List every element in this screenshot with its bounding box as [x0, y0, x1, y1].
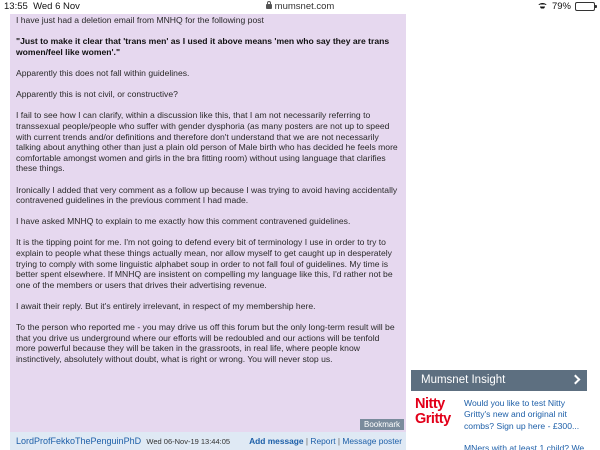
- separator: |: [335, 436, 343, 446]
- lock-icon: [266, 4, 272, 9]
- post-paragraph: I have asked MNHQ to explain to me exactly how this comment contravened guidelines.: [16, 216, 351, 227]
- post-actions: [249, 432, 402, 450]
- separator: |: [303, 436, 311, 446]
- post-paragraph: I await their reply. But it's entirely irrelevant, in respect of my membership here.: [16, 301, 316, 312]
- status-time: 13:55 Wed 6 Nov: [4, 1, 80, 12]
- insight-ad[interactable]: [411, 395, 587, 439]
- report-link[interactable]: Report: [310, 436, 336, 446]
- insight-title: Mumsnet Insight: [421, 374, 506, 386]
- bookmark-button[interactable]: Bookmark: [360, 419, 404, 430]
- post-paragraph: I fail to see how I can clarify, within a discussion like this, that I am not necessarily referring to transsexual people/people who suffer with gender dysphoria (as many posters are not up to speed with current trends and/or definitions and therefore don't understand that we are not necessarily talking about anything other than just a plain old person of Male birth who has decided he feels more comfortable amongst women and girls in the bra fitting room) without using language that clarifies these things.: [16, 110, 398, 174]
- status-bar: [0, 0, 600, 14]
- battery-icon: [575, 2, 595, 11]
- chevron-right-icon: [571, 375, 581, 385]
- post-paragraph: Apparently this does not fall within guidelines.: [16, 67, 190, 78]
- post-paragraph: Ironically I added that very comment as a follow up because I was trying to avoid having accidentally contravened guidelines in the previous comment I had made.: [16, 184, 398, 206]
- nitty-gritty-logo: Nitty Gritty: [415, 396, 451, 427]
- mumsnet-insight-header[interactable]: [411, 370, 587, 391]
- forum-post: [10, 14, 406, 432]
- post-footer: [10, 432, 406, 450]
- status-right: [537, 1, 595, 12]
- post-date: Wed 06-Nov-19 13:44:05: [146, 437, 231, 446]
- post-paragraph: Apparently this is not civil, or constructive?: [16, 89, 178, 100]
- add-message-link[interactable]: Add message: [249, 436, 304, 446]
- battery-percent: 79%: [551, 1, 571, 12]
- post-body: [10, 14, 406, 365]
- wifi-icon: [537, 3, 548, 11]
- insight-link[interactable]: MNers with at least 1 child? We: [464, 443, 585, 450]
- ad-link[interactable]: Would you like to test Nitty Gritty's new and original nit combs? Sign up here - £300...: [464, 398, 580, 431]
- post-paragraph: "Just to make it clear that 'trans men' as I used it above means 'men who say they are trans women/feel like women'.": [16, 36, 390, 57]
- post-author-link[interactable]: LordProfFekkoThePenguinPhD: [16, 436, 142, 446]
- post-paragraph: It is the tipping point for me. I'm not going to defend every bit of terminology I use in order to try to explain to people what these things actually mean, nor allow myself to get caught up in desperately trying to comply with some linguistic alphabet soup in order to not fall foul of guidelines. My time is better spent elsewhere. If MNHQ are insistent on compelling my language like this, I'd rather not be one of the members or users that drives their advertising revenue.: [16, 237, 393, 290]
- address-bar[interactable]: mumsnet.com: [0, 1, 600, 12]
- post-paragraph: To the person who reported me - you may drive us off this forum but the only long-term result will be that you drive us underground where our efforts will be redoubled and our actions will be tenfold more powerful because they will be taken in the grassroots, in real life, where people know instinctively, absolutely without doubt, what is right or wrong. You will never stop us.: [16, 322, 395, 364]
- post-paragraph: I have just had a deletion email from MNHQ for the following post: [16, 15, 264, 25]
- message-poster-link[interactable]: Message poster: [342, 436, 402, 446]
